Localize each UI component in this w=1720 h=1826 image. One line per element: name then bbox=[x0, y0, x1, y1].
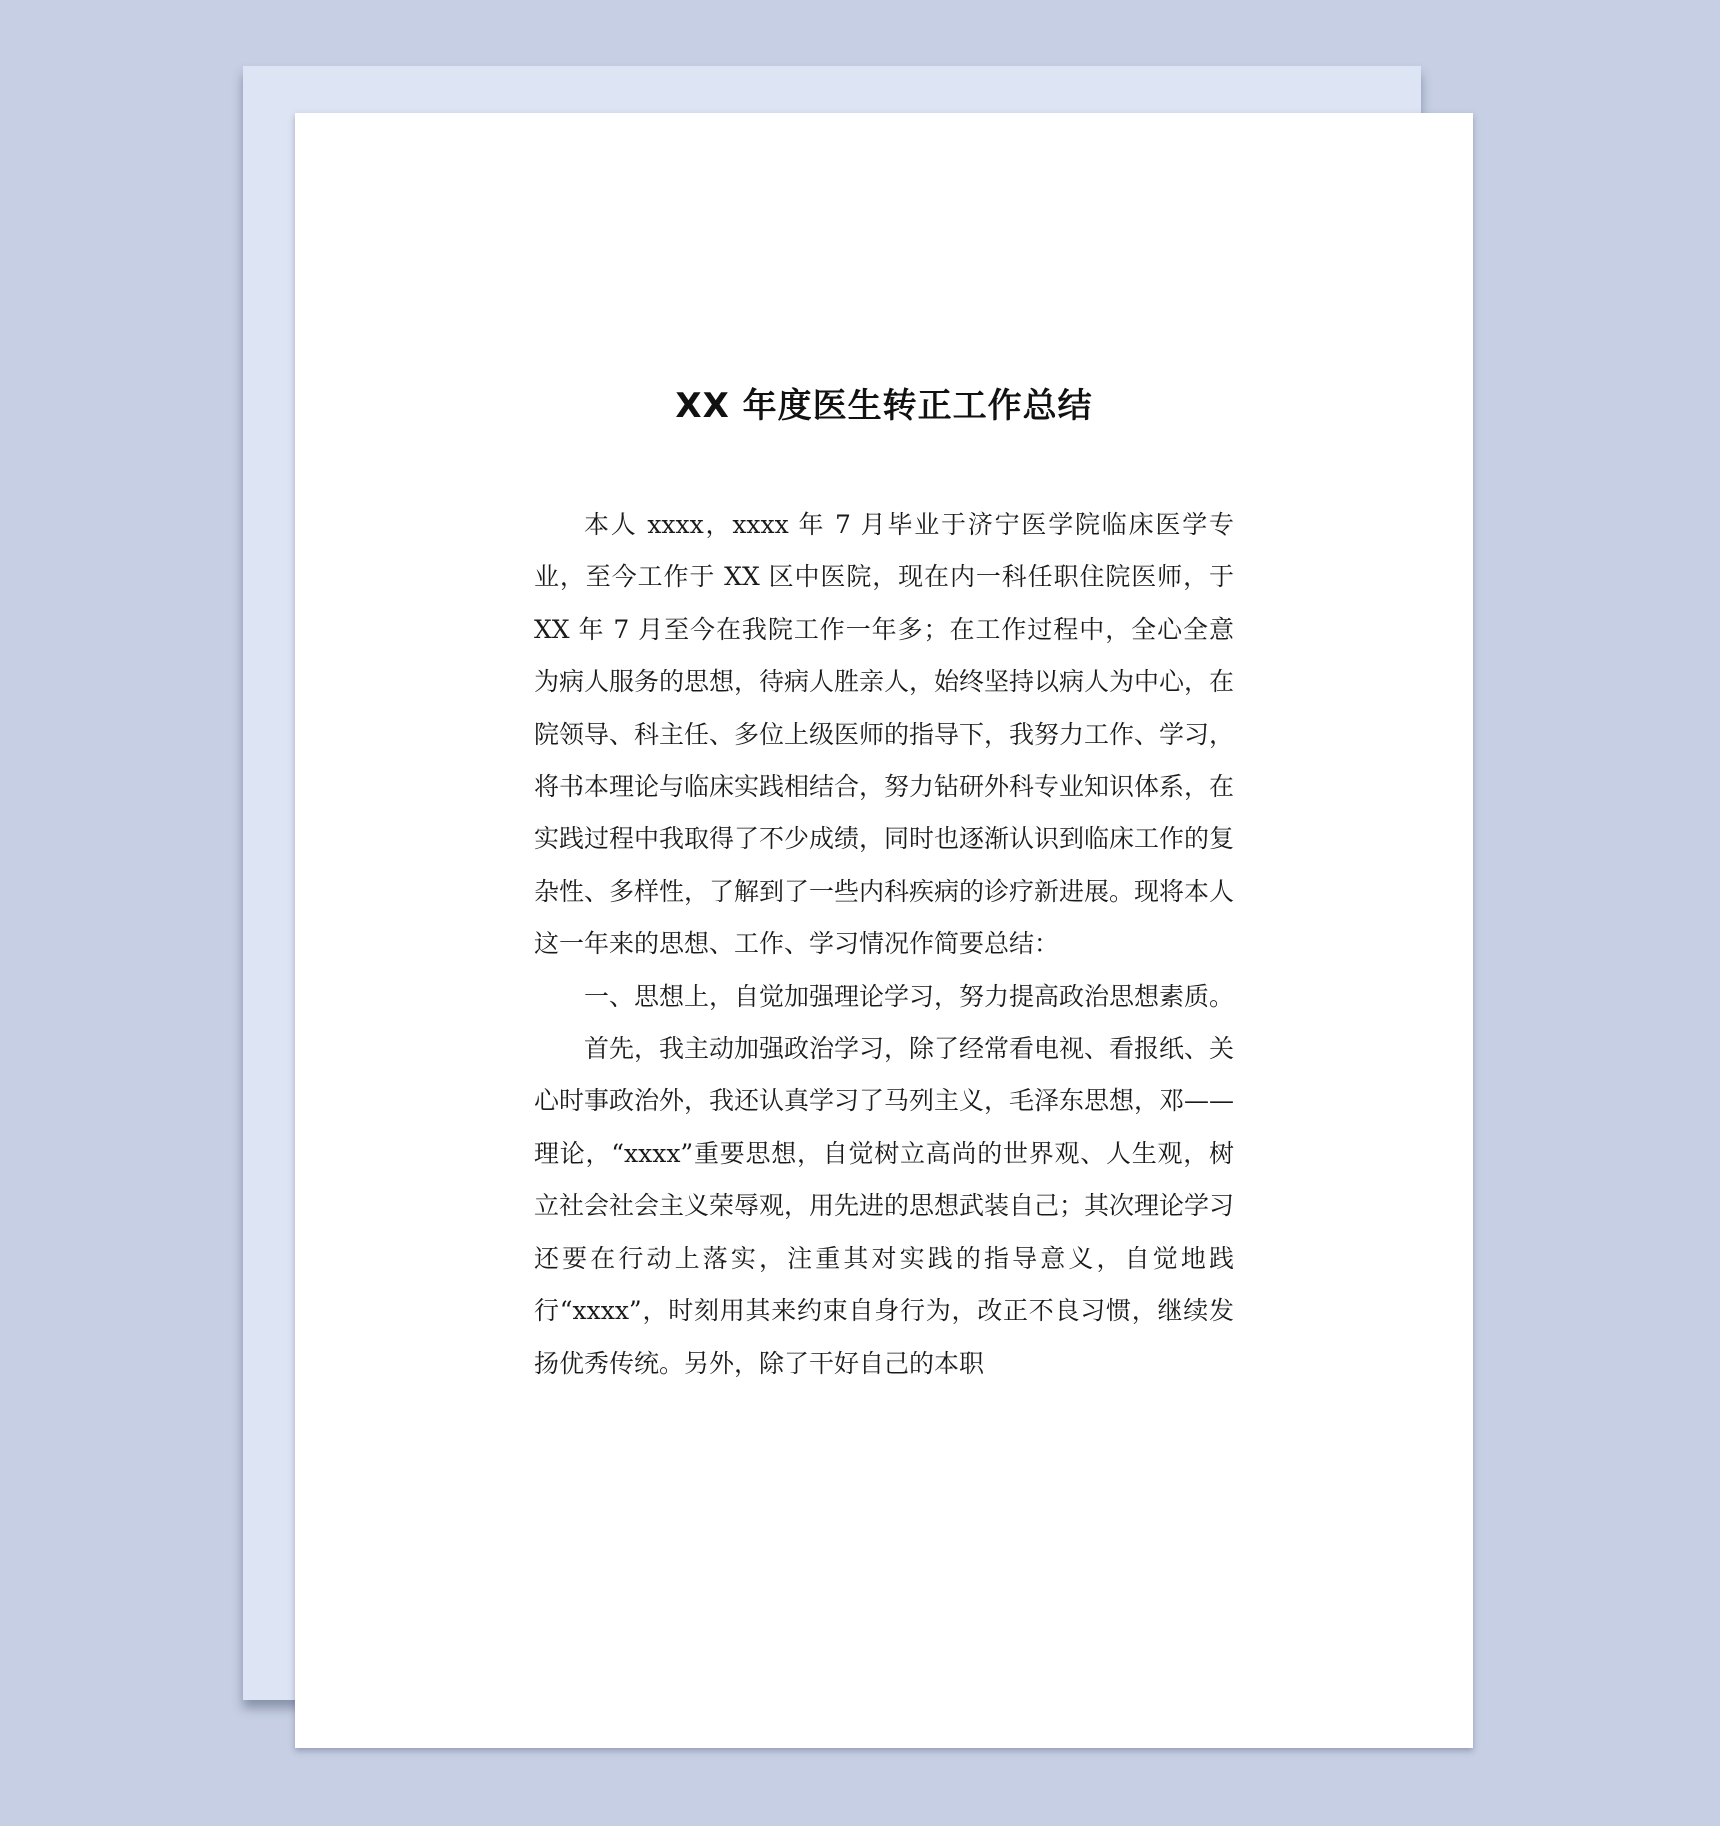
document-title: XX 年度医生转正工作总结 bbox=[675, 386, 1093, 426]
paragraph-political-study: 首先，我主动加强政治学习，除了经常看电视、看报纸、关心时事政治外，我还认真学习了马列主义，毛泽东思想，邓——理论，“xxxx”重要思想，自觉树立高尚的世界观、人生观，树立社会社会主义荣辱观，用先进的思想武装自己；其次理论学习还要在行动上落实，注重其对实践的指导意义，自觉地践行“xxxx”，时刻用其来约束自身行为，改正不良习惯，继续发扬优秀传统。另外，除了干好自己的本职 bbox=[534, 1034, 1235, 1378]
paragraph-intro: 本人 xxxx，xxxx 年 7 月毕业于济宁医学院临床医学专业，至今工作于 XX 区中医院，现在内一科任职住院医师，于 XX 年 7 月至今在我院工作一年多；在工作过程中，全心全意为病人服务的思想，待病人胜亲人，始终坚持以病人为中心，在院领导、科主任、多位上级医师的指导下，我努力工作、学习，将书本理论与临床实践相结合，努力钻研外科专业知识体系，在实践过程中我取得了不少成绩，同时也逐渐认识到临床工作的复杂性、多样性，了解到了一些内科疾病的诊疗新进展。现将本人这一年来的思想、工作、学习情况作简要总结： bbox=[534, 510, 1235, 959]
document-page bbox=[295, 113, 1473, 1748]
paragraph-section-heading: 一、思想上，自觉加强理论学习，努力提高政治思想素质。 bbox=[584, 981, 1235, 1011]
document-body bbox=[534, 499, 1234, 1390]
